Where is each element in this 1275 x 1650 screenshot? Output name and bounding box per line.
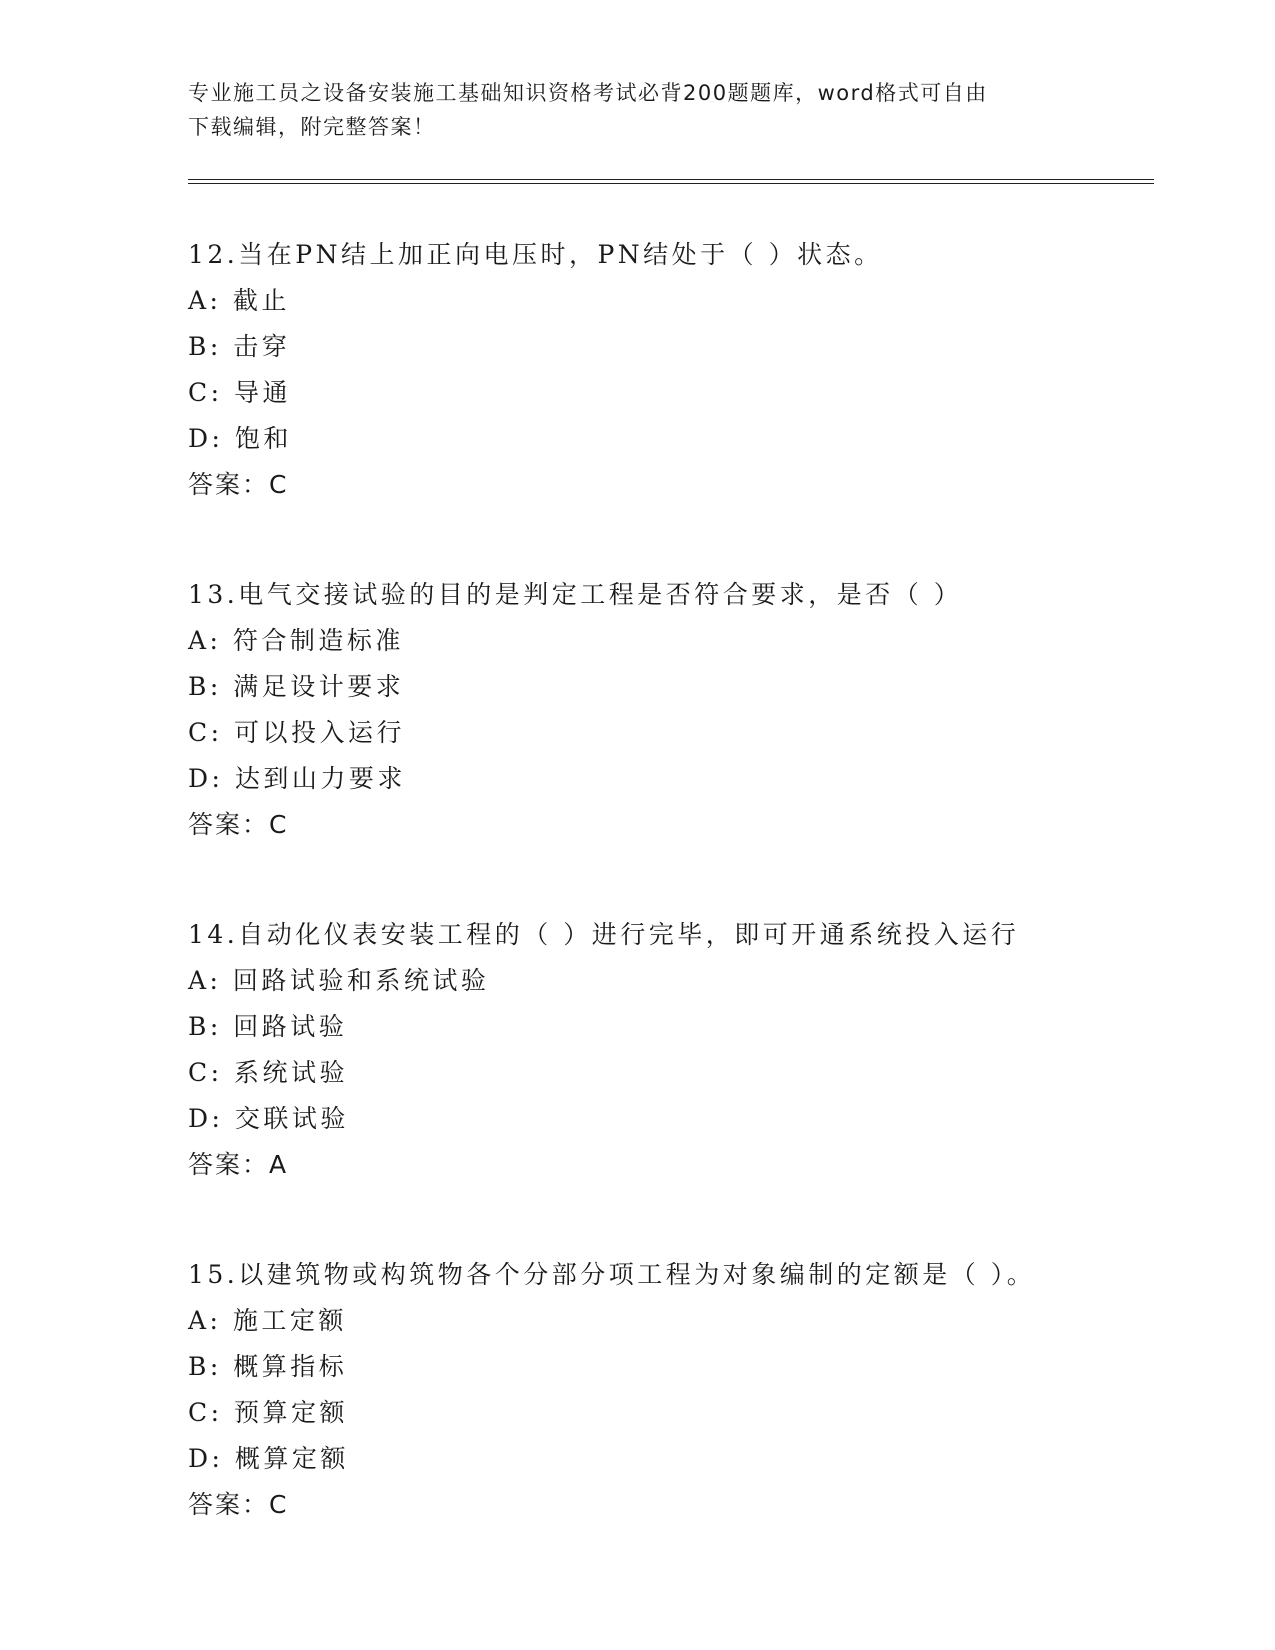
question-stem: 13.电气交接试验的目的是判定工程是否符合要求，是否（ ） [188,580,963,609]
header-title-line-2: 下载编辑，附完整答案！ [188,115,436,139]
option-b: B: 回路试验 [188,1012,348,1041]
answer-line: 答案：A [188,1150,289,1179]
question-list [188,232,1188,1592]
answer-line: 答案：C [188,1490,289,1519]
option-d: D: 达到山力要求 [188,764,406,793]
option-c: C: 可以投入运行 [188,718,405,747]
option-c: C: 导通 [188,378,291,407]
option-a: A: 符合制造标准 [188,626,404,655]
question-12 [188,232,1188,508]
question-13 [188,572,1188,848]
option-d: D: 交联试验 [188,1104,349,1133]
question-stem: 12.当在PN结上加正向电压时，PN结处于（ ）状态。 [188,240,883,269]
option-d: D: 饱和 [188,424,292,453]
question-15 [188,1252,1188,1528]
option-a: A: 回路试验和系统试验 [188,966,490,995]
question-stem: 14.自动化仪表安装工程的（ ）进行完毕，即可开通系统投入运行 [188,920,1020,949]
option-a: A: 截止 [188,286,290,315]
option-d: D: 概算定额 [188,1444,349,1473]
header-title-line-1: 专业施工员之设备安装施工基础知识资格考试必背200题题库，word格式可自由 [188,81,988,105]
question-14 [188,912,1188,1188]
option-b: B: 击穿 [188,332,291,361]
option-c: C: 系统试验 [188,1058,348,1087]
answer-line: 答案：C [188,470,289,499]
question-stem: 15.以建筑物或构筑物各个分部分项工程为对象编制的定额是（ ）。 [188,1260,1036,1289]
document-header [188,76,1068,144]
option-b: B: 满足设计要求 [188,672,405,701]
answer-line: 答案：C [188,810,289,839]
header-double-rule [188,179,1154,184]
option-b: B: 概算指标 [188,1352,348,1381]
option-c: C: 预算定额 [188,1398,348,1427]
option-a: A: 施工定额 [188,1306,347,1335]
